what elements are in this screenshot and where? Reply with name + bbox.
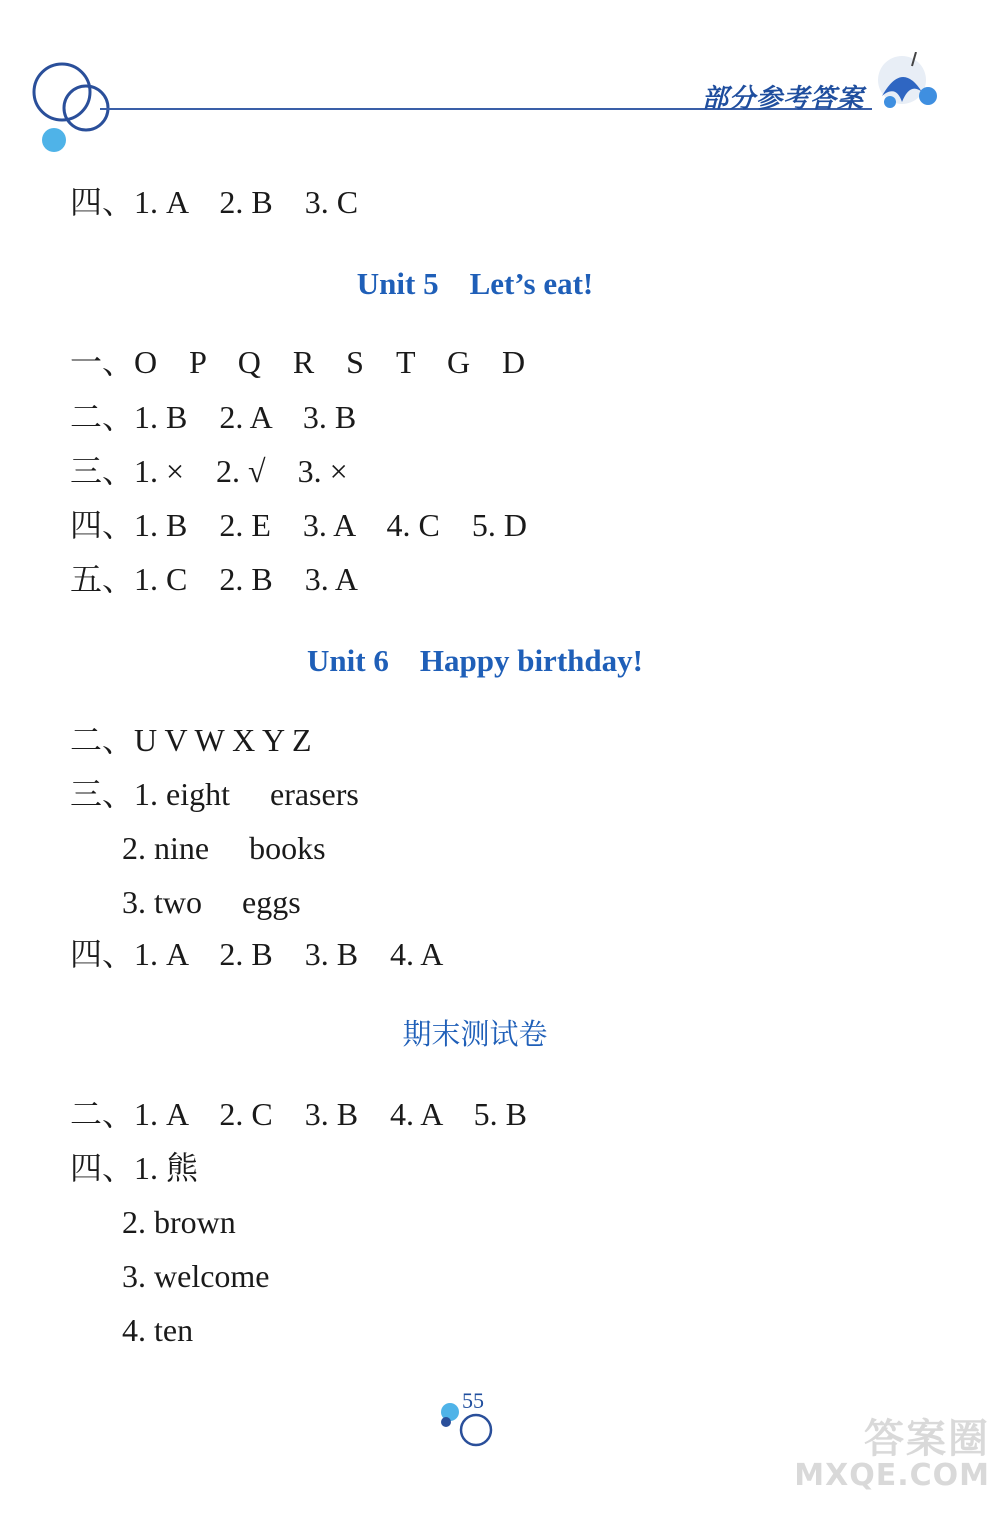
watermark-cn: 答案圈	[864, 1416, 990, 1462]
header-title: 部分参考答案	[701, 84, 864, 114]
answer-line: 四、1. 熊	[70, 1150, 199, 1186]
answer-line: 二、1. A 2. C 3. B 4. A 5. B	[70, 1096, 527, 1132]
answer-line: 四、1. A 2. B 3. C	[70, 184, 359, 220]
page-number: 55	[462, 1388, 484, 1413]
answer-line: 二、1. B 2. A 3. B	[70, 399, 357, 435]
header-circles-decoration	[28, 60, 118, 160]
watermark-en: MXQE.COM	[794, 1458, 990, 1493]
watermark	[794, 1418, 990, 1492]
answer-line: 三、1. eight erasers	[70, 776, 359, 812]
answer-line: 四、1. B 2. E 3. A 4. C 5. D	[70, 507, 527, 543]
section-heading-final-test: 期末测试卷	[402, 1017, 548, 1051]
answer-line: 3. welcome	[122, 1258, 270, 1294]
page-number-circles-decoration	[436, 1398, 496, 1450]
section-heading-unit6: Unit 6 Happy birthday!	[307, 643, 643, 678]
answer-line: 二、U V W X Y Z	[70, 722, 312, 758]
answer-line: 2. nine books	[122, 830, 326, 866]
section-heading-unit5: Unit 5 Let’s eat!	[356, 266, 594, 301]
answer-line: 3. two eggs	[122, 884, 301, 920]
answer-line: 4. ten	[122, 1312, 194, 1348]
answer-line: 五、1. C 2. B 3. A	[70, 561, 359, 597]
flower-icon	[872, 52, 942, 112]
answer-line: 三、1. × 2. √ 3. ×	[70, 453, 348, 489]
answer-line: 一、O P Q R S T G D	[70, 344, 526, 380]
answer-line: 四、1. A 2. B 3. B 4. A	[70, 936, 444, 972]
answer-line: 2. brown	[122, 1204, 236, 1240]
